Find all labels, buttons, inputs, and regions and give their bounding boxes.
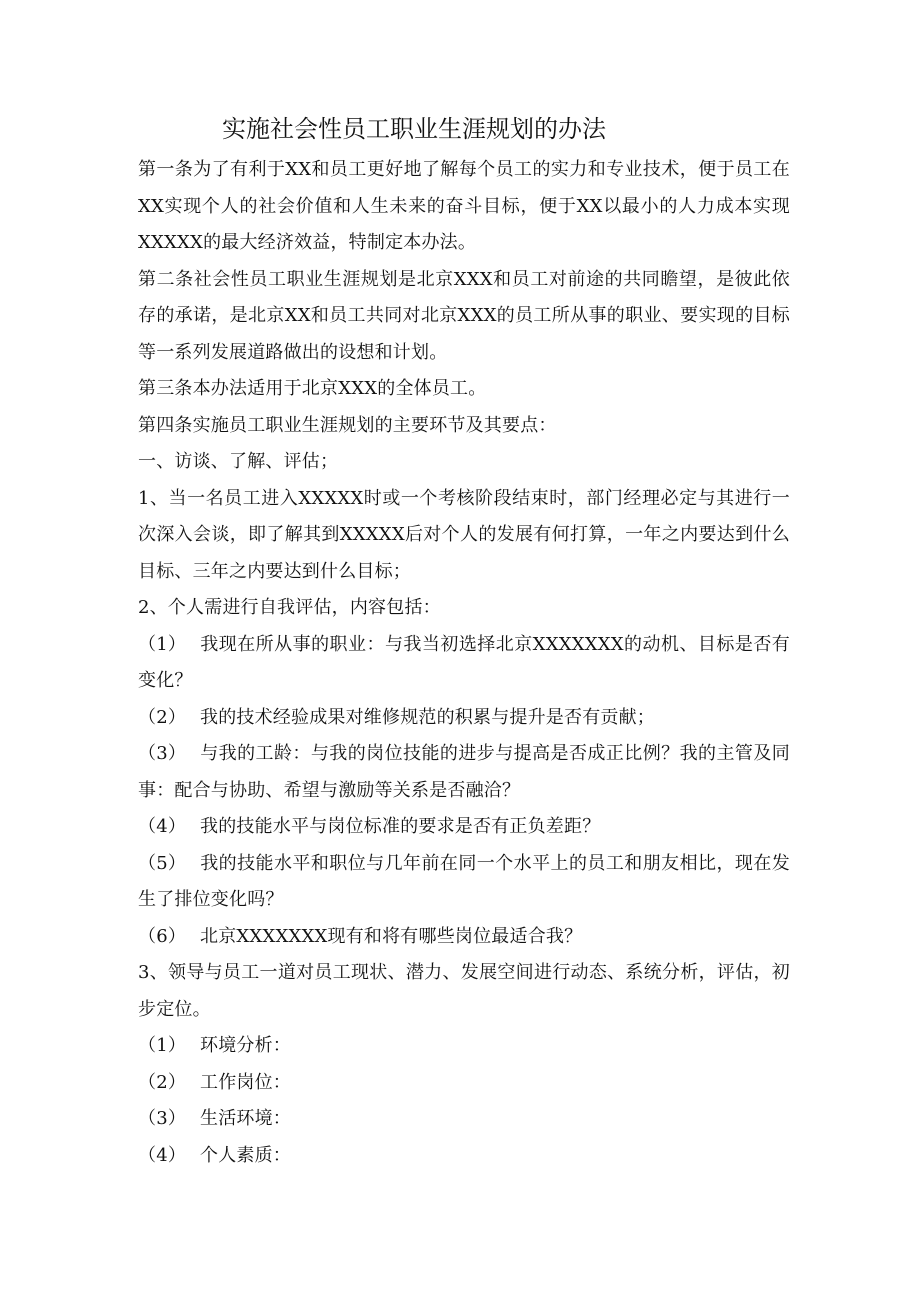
article-3: 第三条本办法适用于北京XXX的全体员工。 [138, 378, 487, 399]
analysis-item-4 [138, 1138, 790, 1175]
item-number: （4） [138, 816, 187, 837]
item-number: （5） [138, 852, 187, 874]
document-page [138, 112, 790, 1174]
assessment-item-1 [138, 627, 790, 700]
article-4: 第四条实施员工职业生涯规划的主要环节及其要点： [138, 414, 557, 436]
item-text: 我的技术经验成果对维修规范的积累与提升是否有贡献； [200, 706, 655, 728]
item-text: 环境分析： [200, 1035, 291, 1056]
item-number: （1） [138, 1035, 187, 1056]
assessment-item-6 [138, 919, 790, 956]
item-text: 我的技能水平和职位与几年前在同一个水平上的员工和朋友相比，现在发生了排位变化吗？ [138, 852, 790, 910]
analysis-item-3 [138, 1101, 790, 1138]
article-1: 第一条为了有利于XX和员工更好地了解每个员工的实力和专业技术，便于员工在XX实现个人的社会价值和人生未来的奋斗目标，便于XX以最小的人力成本实现XXXXX的最大经济效益，特制定本办法。 [138, 159, 790, 253]
item-number: （4） [138, 1144, 187, 1166]
item-2-self-assessment: 2、个人需进行自我评估，内容包括： [138, 597, 441, 618]
assessment-item-2 [138, 700, 790, 737]
analysis-item-1 [138, 1028, 790, 1065]
item-number: （3） [138, 743, 187, 764]
item-text: 北京XXXXXXX现有和将有哪些岗位最适合我？ [200, 925, 583, 947]
item-3-analysis: 3、领导与员工一道对员工现状、潜力、发展空间进行动态、系统分析，评估，初步定位。 [138, 962, 790, 1020]
assessment-item-3 [138, 736, 790, 809]
item-text: 与我的工龄：与我的岗位技能的进步与提高是否成正比例？我的主管及同事：配合与协助、希望与激励等关系是否融洽？ [138, 743, 790, 801]
analysis-item-2 [138, 1065, 790, 1102]
item-number: （2） [138, 706, 187, 728]
assessment-item-4 [138, 809, 790, 846]
item-number: （6） [138, 925, 187, 947]
item-text: 工作岗位： [200, 1071, 291, 1093]
item-text: 生活环境： [200, 1108, 291, 1129]
assessment-item-5 [138, 846, 790, 919]
item-text: 我的技能水平与岗位标准的要求是否有正负差距？ [200, 816, 601, 837]
item-number: （3） [138, 1108, 187, 1129]
section-heading-1: 一、访谈、了解、评估； [138, 451, 339, 472]
document-title: 实施社会性员工职业生涯规划的办法 [222, 115, 606, 143]
item-text: 我现在所从事的职业：与我当初选择北京XXXXXXX的动机、目标是否有变化？ [138, 633, 790, 691]
item-1-interview: 1、当一名员工进入XXXXX时或一个考核阶段结束时，部门经理必定与其进行一次深入会谈，即了解其到XXXXX后对个人的发展有何打算，一年之内要达到什么目标、三年之内要达到什么目标； [138, 487, 790, 582]
article-2: 第二条社会性员工职业生涯规划是北京XXX和员工对前途的共同瞻望，是彼此依存的承诺，是北京XX和员工共同对北京XXX的员工所从事的职业、要实现的目标等一系列发展道路做出的设想和计划。 [138, 268, 790, 363]
item-number: （1） [138, 633, 187, 655]
item-number: （2） [138, 1071, 187, 1093]
item-text: 个人素质： [200, 1144, 291, 1166]
